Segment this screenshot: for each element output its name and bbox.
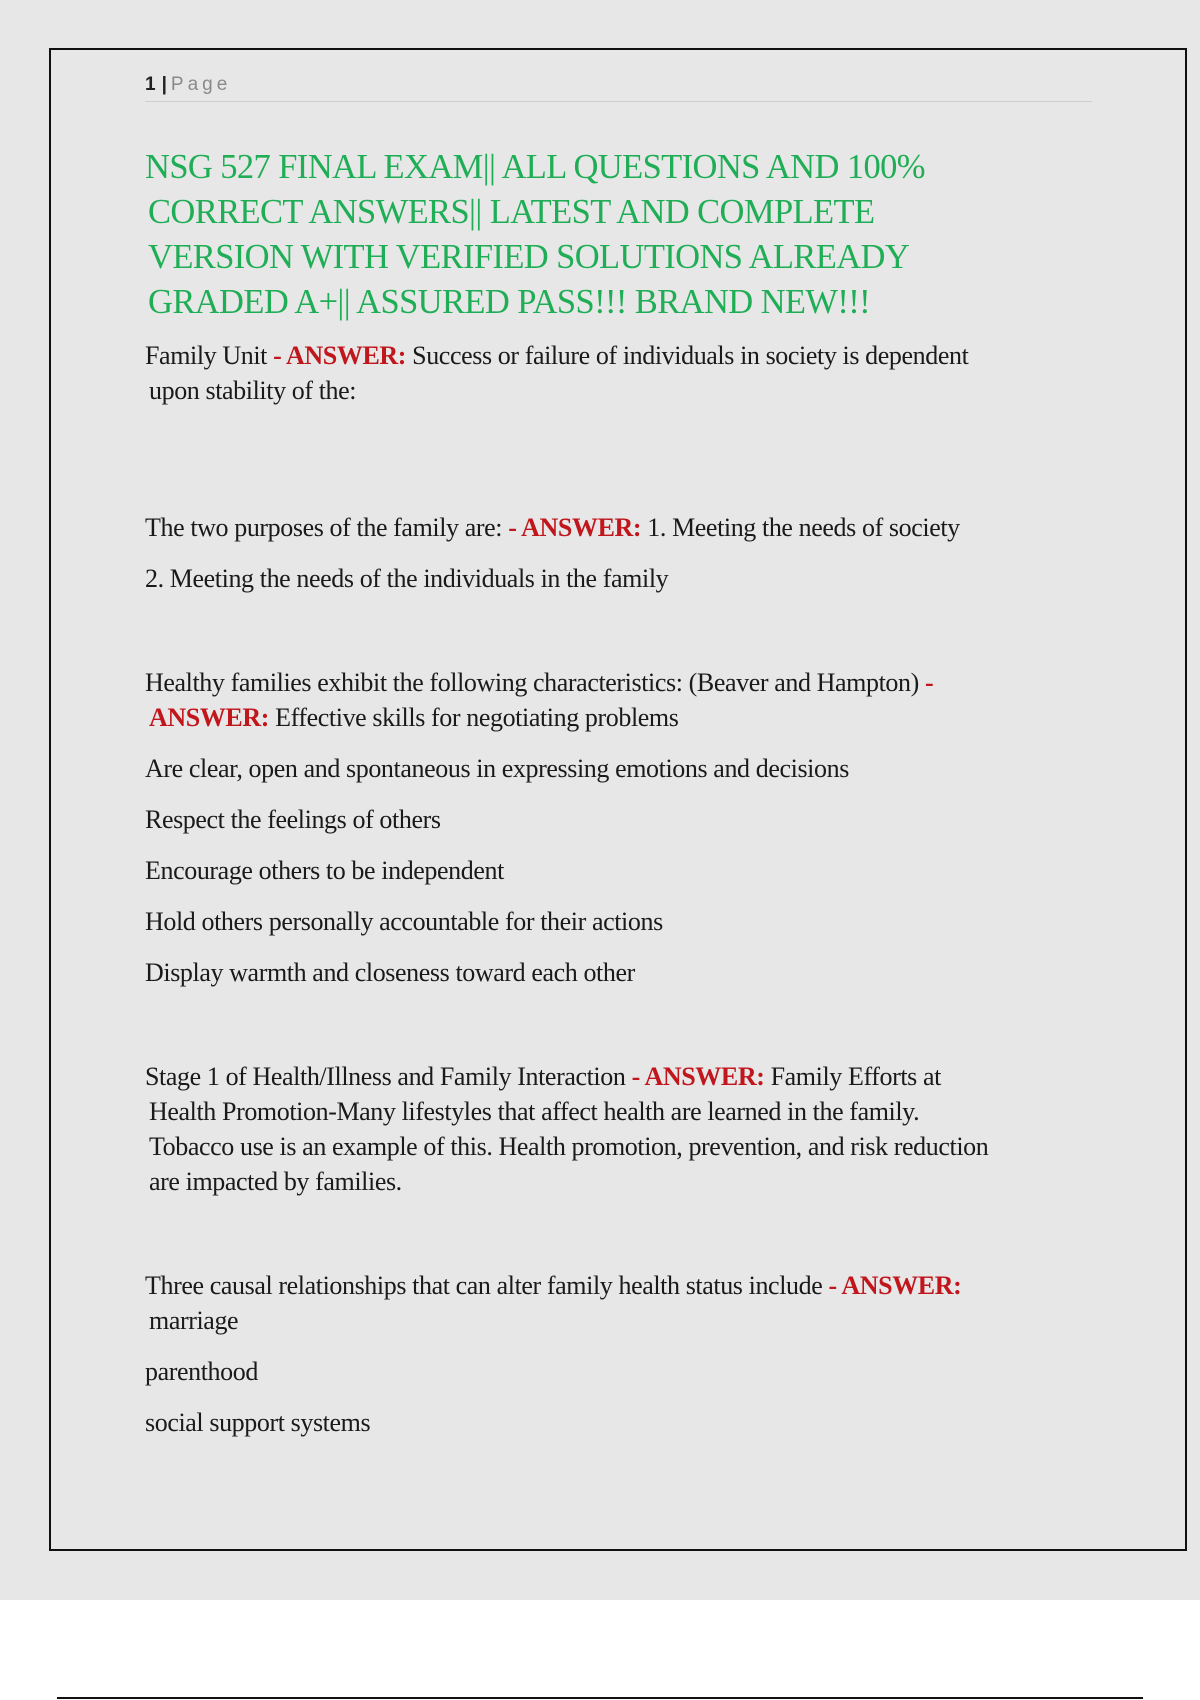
answer-line: Respect the feelings of others: [145, 805, 441, 834]
question-text: Healthy families exhibit the following characteristics: (Beaver and Hampton): [145, 668, 919, 697]
question-text: Family Unit: [145, 341, 267, 370]
page-header: [145, 74, 1092, 102]
answer-label: - ANSWER:: [828, 1271, 962, 1300]
title-line: NSG 527 FINAL EXAM|| ALL QUESTIONS AND 100%: [145, 148, 925, 186]
answer-line: Hold others personally accountable for their actions: [145, 907, 663, 936]
answer-continuation: upon stability of the:: [149, 376, 357, 405]
qa-item: [145, 338, 1085, 408]
document-title: [145, 145, 1075, 325]
title-line: CORRECT ANSWERS|| LATEST AND COMPLETE: [148, 193, 875, 231]
answer-line: Are clear, open and spontaneous in expressing emotions and decisions: [145, 754, 849, 783]
answer-text: 1. Meeting the needs of society: [647, 513, 960, 542]
question-text: Three causal relationships that can alter family health status include: [145, 1271, 823, 1300]
answer-text: Family Efforts at: [770, 1062, 941, 1091]
answer-line: Encourage others to be independent: [145, 856, 504, 885]
qa-item: [145, 510, 1085, 545]
title-line: GRADED A+|| ASSURED PASS!!! BRAND NEW!!!: [148, 283, 871, 321]
page-number: 1: [145, 74, 156, 95]
qa-item: [145, 1059, 1085, 1199]
page-word: Page: [170, 74, 232, 95]
answer-continuation: are impacted by families.: [149, 1167, 402, 1196]
answer-label: - ANSWER:: [508, 513, 642, 542]
answer-line: social support systems: [145, 1408, 371, 1437]
answer-label: ANSWER:: [149, 703, 269, 732]
document-body: [145, 338, 1085, 1440]
answer-continuation: Health Promotion-Many lifestyles that affect health are learned in the family.: [149, 1097, 920, 1126]
answer-text: Success or failure of individuals in society is dependent: [412, 341, 969, 370]
answer-label: - ANSWER:: [273, 341, 407, 370]
answer-label: - ANSWER:: [631, 1062, 765, 1091]
footer-rule: [57, 1697, 1143, 1699]
title-line: VERSION WITH VERIFIED SOLUTIONS ALREADY: [148, 238, 910, 276]
qa-item: [145, 665, 1085, 735]
answer-line: 2. Meeting the needs of the individuals in the family: [145, 564, 669, 593]
answer-dash: -: [925, 668, 934, 697]
question-text: Stage 1 of Health/Illness and Family Interaction: [145, 1062, 626, 1091]
qa-item: [145, 1268, 1085, 1338]
answer-line: parenthood: [145, 1357, 258, 1386]
header-separator: |: [161, 74, 167, 95]
question-text: The two purposes of the family are:: [145, 513, 503, 542]
answer-line: Display warmth and closeness toward each other: [145, 958, 635, 987]
answer-continuation: marriage: [149, 1306, 239, 1335]
answer-text: Effective skills for negotiating problems: [275, 703, 679, 732]
answer-continuation: Tobacco use is an example of this. Health promotion, prevention, and risk reduction: [149, 1132, 989, 1161]
